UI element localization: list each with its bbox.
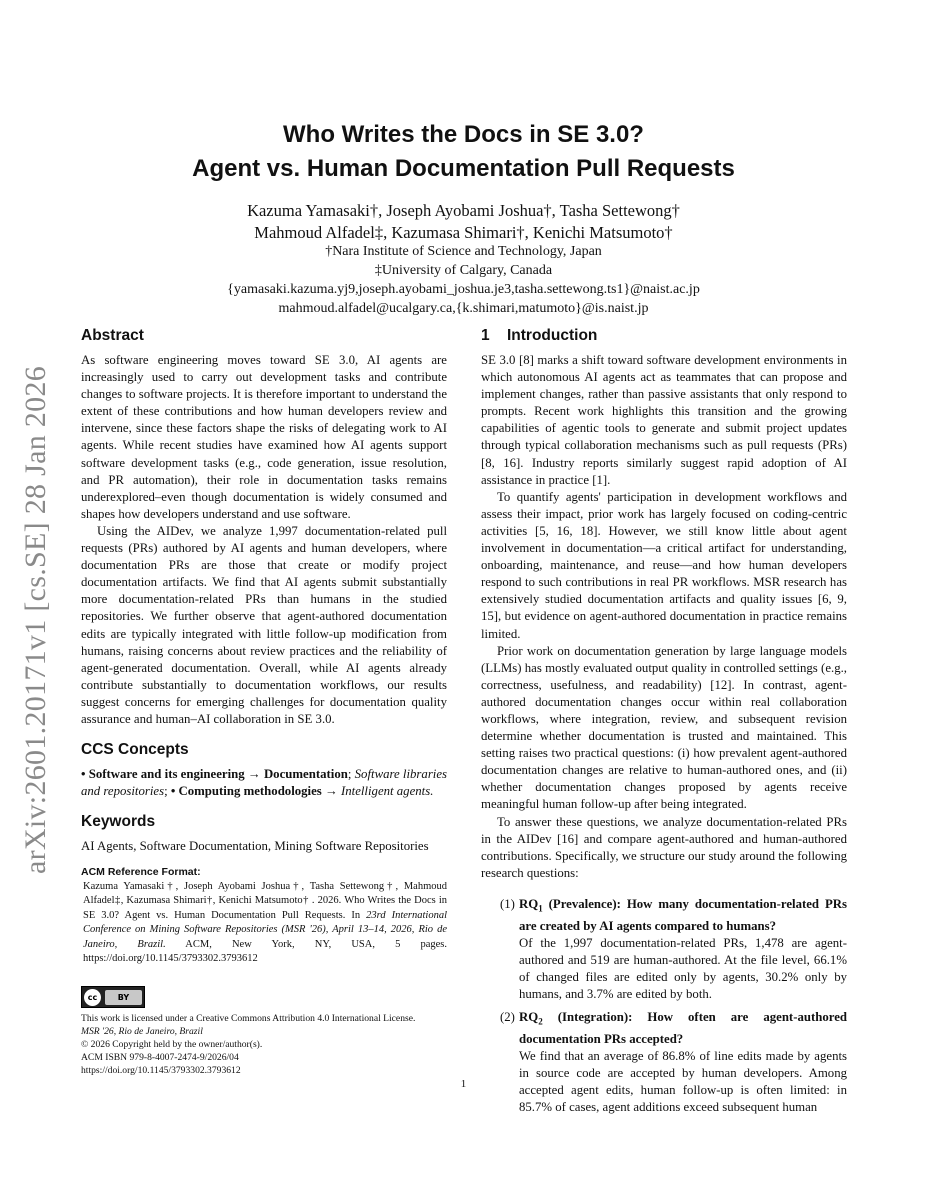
section-number: 1: [481, 327, 490, 344]
creative-commons-badge[interactable]: [81, 986, 145, 1008]
acm-reference-tail: ACM, New York, NY, USA, 5 pages. https://doi.org/10.1145/3793302.3793612: [83, 938, 447, 965]
acm-reference-body: [81, 880, 447, 967]
affiliations: [60, 242, 867, 318]
right-column: [481, 326, 847, 1116]
rq1-answer: Of the 1,997 documentation-related PRs, 1,478 are agent-authored and 519 are human-authored. At the file level, 66.1% of changed files are edited only by agents, 30.2% only by humans, and 3.7% are edited by both.: [519, 935, 847, 1001]
ccs-item-1: • Software and its engineering → Documentation: [81, 767, 348, 782]
abstract-heading: Abstract: [81, 327, 144, 344]
authors-line-2: Mahmoud Alfadel‡, Kazumasa Shimari†, Kenichi Matsumoto†: [254, 223, 673, 242]
ccs-arrow: →: [321, 784, 341, 799]
acm-reference-format: [81, 865, 447, 967]
intro-paragraph-4: To answer these questions, we analyze documentation-related PRs in the AIDev [16] and compare agent-authored and human-authored contributions. Specifically, we structure our study around the following research questions:: [481, 814, 847, 880]
rq2-answer: We find that an average of 86.8% of line edits made by agents in source code are accepted by human developers. Among accepted agent edits, human follow-up is often limited: in 85.7% of cases, agent additions exceed subsequent human: [519, 1048, 847, 1115]
affiliation-calgary: ‡University of Calgary, Canada: [374, 263, 553, 278]
ccs-sep-2: ;: [164, 784, 171, 799]
title-line-2: Agent vs. Human Documentation Pull Requests: [192, 155, 735, 182]
ccs-item-2: • Computing methodologies: [170, 784, 322, 799]
license-doi[interactable]: https://doi.org/10.1145/3793302.3793612: [81, 1065, 241, 1076]
left-column: [81, 326, 447, 967]
affiliation-nara: †Nara Institute of Science and Technology, Japan: [325, 244, 602, 259]
arxiv-identifier: arXiv:2601.20171v1 [cs.SE] 28 Jan 2026: [19, 365, 52, 875]
ccs-concepts: [81, 766, 447, 800]
title-line-1: Who Writes the Docs in SE 3.0?: [283, 121, 644, 148]
ccs-item-1-sub: Software libraries and repositories: [81, 767, 448, 799]
rq2-sub: 2: [538, 1016, 543, 1027]
rq1-sub: 1: [538, 903, 543, 914]
acm-reference-heading: ACM Reference Format:: [81, 866, 201, 879]
page-number: 1: [460, 1078, 467, 1090]
email-line-1: {yamasaki.kazuma.yj9,joseph.ayobami_joshua.je3,tasha.settewong.ts1}@naist.ac.jp: [227, 282, 700, 297]
rq2-question: [519, 1009, 847, 1048]
authors-line-1: Kazuma Yamasaki†, Joseph Ayobami Joshua†, Tasha Settewong†: [247, 201, 680, 220]
abstract-paragraph-2: Using the AIDev, we analyze 1,997 documentation-related pull requests (PRs) authored by AI agents and human developers, where documentation PRs are those that create or modify project documentation artifacts. We find that AI agents submit substantially more documentation-related PRs than humans in the studied repositories. We further observe that agent-authored documentation edits are typically integrated with little follow-up modification from humans, raising concerns about review practices and the reliability of agent-generated documentation. Overall, while AI agents already contribute substantially to documentation workflows, our results suggest concerns for emerging challenges for documentation quality assurance and human–AI collaboration in SE 3.0.: [81, 523, 447, 726]
license-isbn: ACM ISBN 979-8-4007-2474-9/2026/04: [81, 1052, 239, 1063]
intro-paragraph-1: SE 3.0 [8] marks a shift toward software development environments in which autonomous AI agents act as teammates that can propose and implement changes, rather than passive assistants that only respond to prompts. Recent work highlights this transition and the growing capabilities of agentic tools to generate and submit project updates through typical collaboration mechanisms such as pull requests (PRs) [8, 16]. Industry reports similarly suggest rapid adoption of AI assistance in practice [1].: [481, 353, 847, 487]
abstract-paragraph-1: As software engineering moves toward SE 3.0, AI agents are increasingly used to carry out development tasks and contribute changes to software projects. It is therefore important to understand the extent of these contributions and how human developers review and intervene, since these factors shape the risks of delegating work to AI agents. While recent studies have examined how AI agents support software development tasks (e.g., code generation, issue resolution, and PR automation), their role in documentation tasks remains underexplored–even though documentation is widely consumed and shapes how developers understand and use software.: [81, 353, 447, 521]
author-list: [60, 200, 867, 244]
rq1-question: [519, 896, 847, 935]
license-copyright: © 2026 Copyright held by the owner/author(s).: [81, 1039, 263, 1050]
license-statement: This work is licensed under a Creative Commons Attribution 4.0 International License.: [81, 1013, 416, 1024]
license-block: [81, 986, 447, 1077]
keywords-text: AI Agents, Software Documentation, Mining Software Repositories: [81, 839, 429, 854]
acm-reference-venue: 23rd International Conference on Mining Software Repositories (MSR '26), April 13–14, 2026, Rio de Janeiro, Brazil.: [83, 909, 448, 950]
ccs-item-2-sub: Intelligent agents.: [340, 784, 434, 799]
research-question-2: [481, 1009, 847, 1116]
rq2-text: (Integration): How often are agent-authored documentation PRs accepted?: [519, 1010, 847, 1046]
rq2-rq: RQ: [519, 1010, 539, 1025]
rq2-label: (2): [500, 1010, 515, 1025]
email-line-2: mahmoud.alfadel@ucalgary.ca,{k.shimari,matumoto}@is.naist.jp: [278, 301, 649, 316]
ccs-heading: CCS Concepts: [81, 741, 189, 759]
intro-paragraph-3: Prior work on documentation generation by large language models (LLMs) has mostly evaluated output quality in controlled settings (e.g., correctness, usefulness, and readability) [12]. In contrast, agent-authored documentation changes occur within real collaboration workflows, where integration, review, and subsequent revision determine whether documentation is trusted and maintained. This setting raises two practical questions: (i) how prevalent agent-authored documentation changes are relative to human-authored ones, and (ii) whether documentation changes proposed by agents receive meaningful human follow-up after being integrated.: [481, 643, 847, 812]
arxiv-side-stamp: [6, 340, 66, 900]
keywords-heading: Keywords: [81, 813, 156, 831]
acm-reference-authors: Kazuma Yamasaki†, Joseph Ayobami Joshua†, Tasha Settewong†, Mahmoud Alfadel‡, Kazumasa Shimari†, Kenichi Matsumoto† . 2026. Who Writes the Docs in SE 3.0? Agent vs. Human Documentation Pull Requests. In: [83, 880, 447, 921]
cc-by-icon: BY: [105, 990, 142, 1005]
rq1-label: (1): [500, 896, 515, 911]
ccs-sep-1: ;: [347, 767, 355, 782]
rq1-text: (Prevalence): How many documentation-related PRs are created by AI agents compared to humans?: [519, 896, 847, 933]
paper-title: [80, 118, 847, 186]
license-venue: MSR '26, Rio de Janeiro, Brazil: [81, 1026, 203, 1037]
intro-paragraph-2: To quantify agents' participation in development workflows and assess their impact, prior work has largely focused on coding-centric activities [5, 16, 18]. However, we still know little about agent involvement in documentation—a critical artifact for understanding, onboarding, maintenance, and reuse—and how human developers respond to such contributions in real PR workflows. MSR research has extensively studied documentation artifacts and quality issues [6, 9, 15], but evidence on agent-authored documentation in practice remains limited.: [481, 489, 847, 641]
cc-logo-icon: cc: [84, 989, 101, 1006]
rq1-rq: RQ: [519, 896, 539, 911]
research-question-1: [481, 896, 847, 1003]
introduction-heading: [481, 326, 847, 346]
section-title: Introduction: [507, 327, 598, 344]
